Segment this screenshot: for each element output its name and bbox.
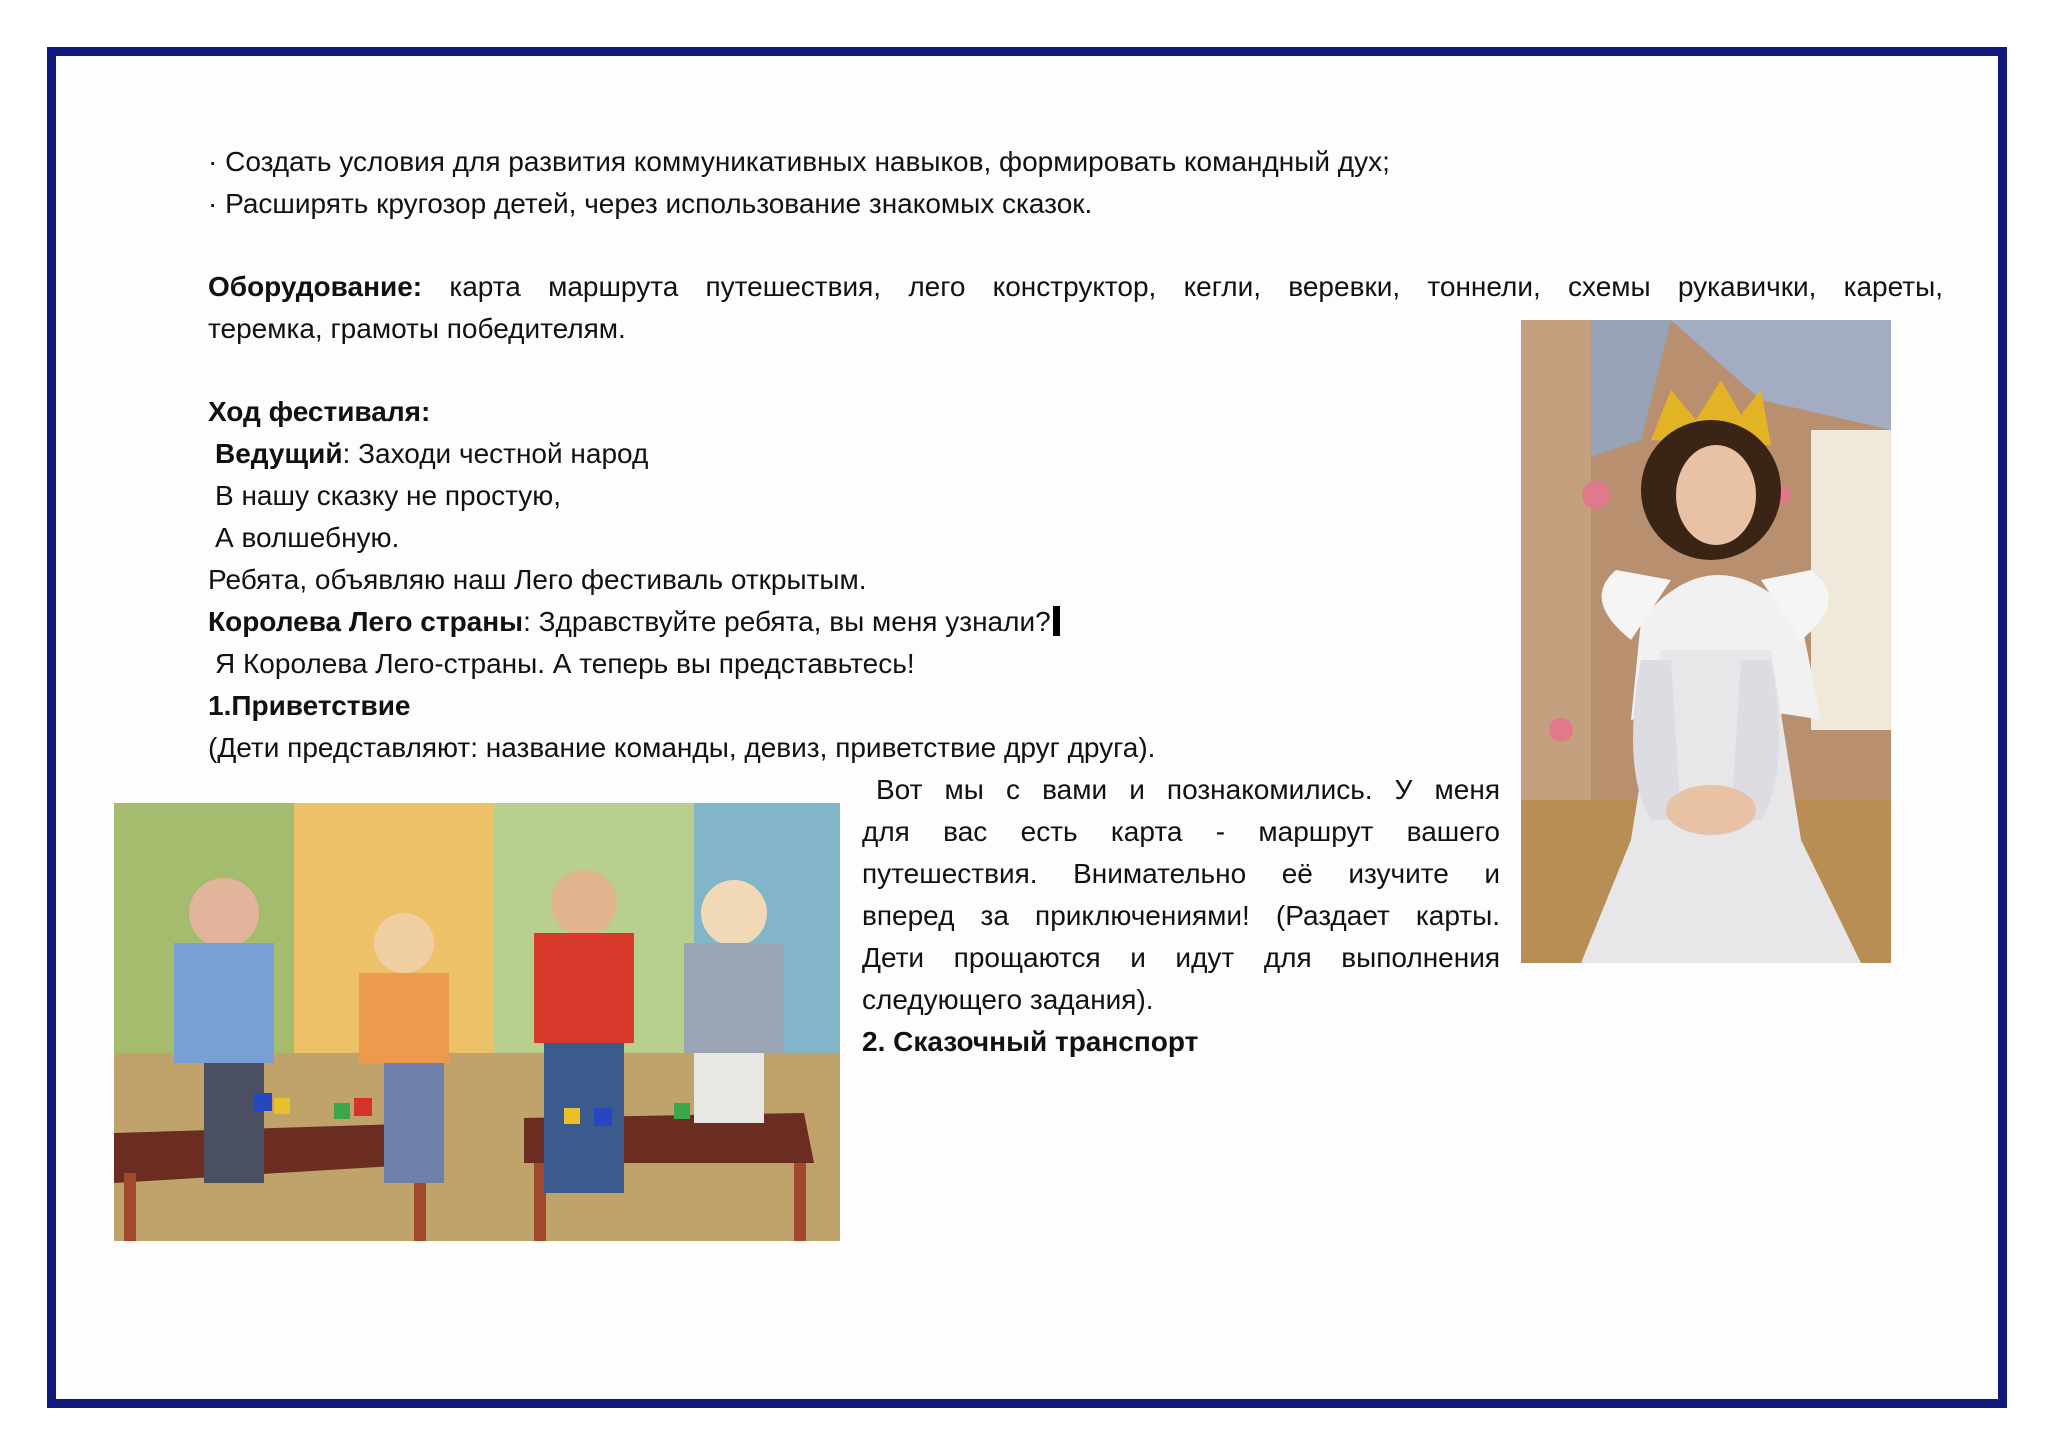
para-line-5: Дети прощаются и идут для выполнения	[862, 942, 1500, 973]
host-label: Ведущий	[215, 438, 343, 469]
equipment-label: Оборудование:	[208, 271, 423, 302]
children-lego-photo	[114, 803, 840, 1241]
section-1-note: (Дети представляют: название команды, девиз, приветствие друг друга).	[208, 732, 1156, 763]
queen-label: Королева Лего страны	[208, 606, 524, 637]
para-line-2: для вас есть карта - маршрут вашего	[862, 816, 1500, 847]
equipment-text: карта маршрута путешествия, лего конструктор, кегли, веревки, тоннели, схемы рукавички, кареты,	[422, 271, 1943, 302]
bullet-2: · Расширять кругозор детей, через использование знакомых сказок.	[208, 188, 1093, 219]
host-line-1: Ведущий: Заходи честной народ	[215, 438, 649, 469]
para-line-4: вперед за приключениями! (Раздает карты.	[862, 900, 1500, 931]
section-2-heading: 2. Сказочный транспорт	[862, 1026, 1199, 1057]
host-line-2: В нашу сказку не простую,	[215, 480, 562, 511]
course-heading: Ход фестиваля:	[208, 396, 431, 427]
section-1-heading: 1.Приветствие	[208, 690, 411, 721]
equipment-line-1	[208, 266, 1943, 308]
queen-line-1: Королева Лего страны: Здравствуйте ребята, вы меня узнали?	[208, 601, 1060, 643]
bullet-1: · Создать условия для развития коммуникативных навыков, формировать командный дух;	[208, 146, 1390, 177]
queen-photo	[1521, 320, 1891, 963]
text-cursor	[1053, 606, 1060, 636]
para-line-3: путешествия. Внимательно её изучите и	[862, 858, 1500, 889]
queen-line-2: Я Королева Лего-страны. А теперь вы представьтесь!	[215, 648, 915, 679]
equipment-line-2: теремка, грамоты победителям.	[208, 313, 626, 344]
host-line-4: Ребята, объявляю наш Лего фестиваль открытым.	[208, 564, 867, 595]
para-line-6: следующего задания).	[862, 984, 1154, 1015]
para-line-1: Вот мы с вами и познакомились. У меня	[876, 774, 1500, 805]
host-line-3: А волшебную.	[215, 522, 400, 553]
